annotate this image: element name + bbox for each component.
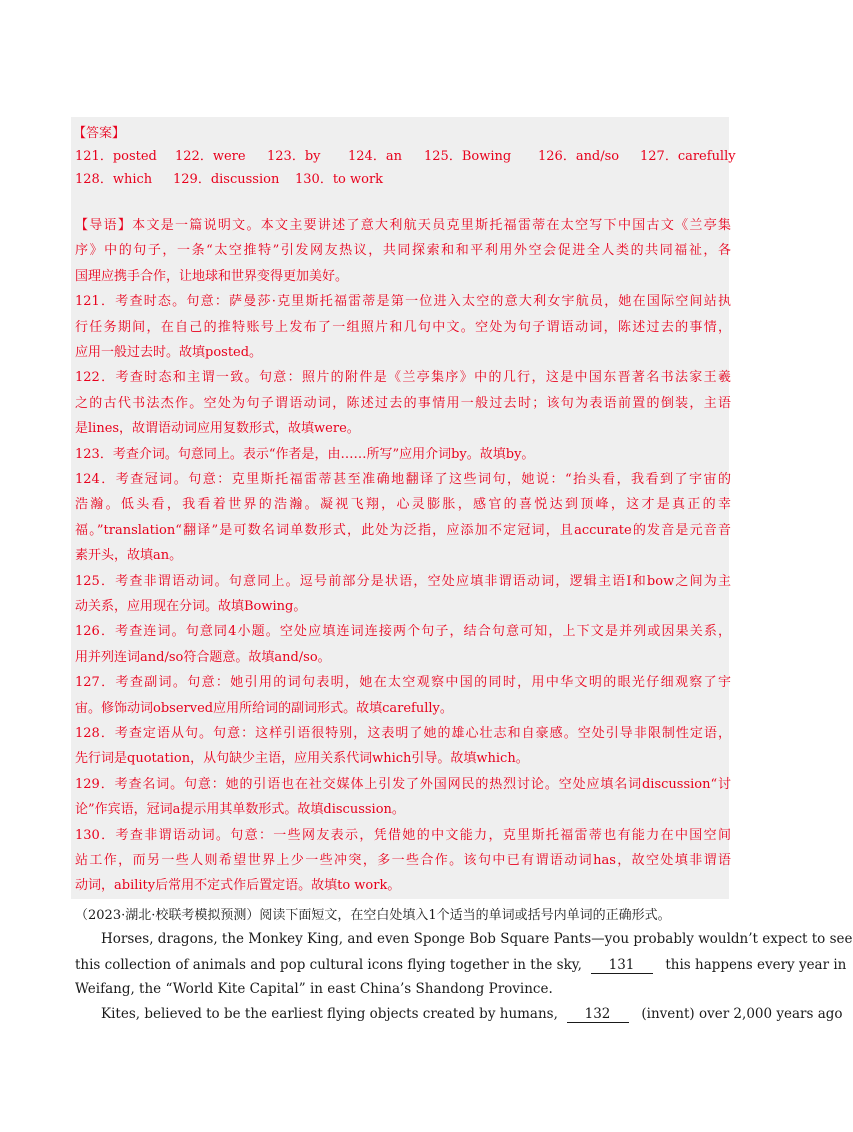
explanation-line: 126．考查连词。句意同4小题。空处应填连词连接两个句子，结合句意可知，上下文是并列或因果关系， xyxy=(75,624,731,640)
explanation-line: 行任务期间，在自己的推特账号上发布了一组照片和几句中文。空处为句子谓语动词，陈述过去的事情， xyxy=(75,319,731,335)
intro-line: 【导语】本文是一篇说明文。本文主要讲述了意大利航天员克里斯托福雷蒂在太空写下中国古文《兰亭集 xyxy=(75,218,731,233)
explanation-line: 124．考查冠词。句意：克里斯托福雷蒂甚至准确地翻译了这些词句，她说：“抬头看，我看到了宇宙的 xyxy=(75,472,731,487)
explanation-line: 动词，ability后常用不定式作后置定语。故填to work。 xyxy=(75,878,401,894)
explanation-line: 动关系，应用现在分词。故填Bowing。 xyxy=(75,599,307,614)
passage-p1-line3: Weifang, the “World Kite Capital” in east China’s Shandong Province. xyxy=(75,981,553,997)
passage-text: (invent) over 2,000 years ago xyxy=(641,1006,843,1022)
passage-p1-line1: Horses, dragons, the Monkey King, and even Sponge Bob Square Pants—you probably wouldn’t expect to see xyxy=(101,931,853,947)
answer-item: 123．by xyxy=(267,149,321,164)
intro-line: 序》中的句子，一条“太空推特”引发网友热议，共同探索和和平利用外空会促进全人类的共同福祉，各 xyxy=(75,243,731,259)
answer-item: 127．carefully xyxy=(640,149,736,164)
intro-line: 国理应携手合作，让地球和世界变得更加美好。 xyxy=(75,268,349,284)
explanation-line: 应用一般过去时。故填posted。 xyxy=(75,345,263,360)
explanation-line: 宙。修饰动词observed应用所给词的副词形式。故填carefully。 xyxy=(75,700,453,716)
explanation-line: 128．考查定语从句。句意：这样引语很特别，这表明了她的雄心壮志和自豪感。空处引导非限制性定语， xyxy=(75,726,731,741)
explanation-line: 用并列连词and/so符合题意。故填and/so。 xyxy=(75,649,331,665)
blank-132[interactable]: 132 xyxy=(567,1006,629,1023)
passage-p1-line2 xyxy=(75,957,846,974)
answer-list-row-1 xyxy=(71,147,736,167)
answer-explanation-panel xyxy=(71,117,736,899)
explanation-line: 论”作宾语，冠词a提示用其单数形式。故填discussion。 xyxy=(75,802,405,818)
answer-item: 129．discussion xyxy=(173,172,280,187)
explanation-line: 127．考查副词。句意：她引用的词句表明，她在太空观察中国的同时，用中华文明的眼光仔细观察了宇 xyxy=(75,675,731,691)
answer-item: 126．and/so xyxy=(538,149,620,164)
explanation-line: 125．考查非谓语动词。句意同上。逗号前部分是状语，空处应填非谓语动词，逻辑主语I和bow之间为主 xyxy=(75,573,731,589)
explanation-line: 121．考查时态。句意：萨曼莎·克里斯托福雷蒂是第一位进入太空的意大利女宇航员，她在国际空间站执 xyxy=(75,294,731,310)
answer-item: 130．to work xyxy=(295,172,384,187)
explanation-line: 浩瀚。低头看，我看着世界的浩瀚。凝视飞翔，心灵膨胀，感官的喜悦达到顶峰，这才是真正的幸 xyxy=(75,497,731,513)
explanation-line: 122．考查时态和主谓一致。句意：照片的附件是《兰亭集序》中的几行，这是中国东晋著名书法家王羲 xyxy=(75,370,731,386)
explanation-line: 129．考查名词。句意：她的引语也在社交媒体上引发了外国网民的热烈讨论。空处应填名词discussion“讨 xyxy=(75,776,731,792)
explanation-line: 130．考查非谓语动词。句意：一些网友表示，凭借她的中文能力，克里斯托福雷蒂也有能力在中国空间 xyxy=(75,827,731,843)
explanation-line: 站工作，而另一些人则希望世界上少一些冲突，多一些合作。该句中已有谓语动词has，故空处填非谓语 xyxy=(75,853,731,868)
answer-item: 122．were xyxy=(175,149,246,164)
passage-text: Kites, believed to be the earliest flying objects created by humans, xyxy=(101,1006,558,1022)
explanation-line: 先行词是quotation，从句缺少主语，应用关系代词which引导。故填which。 xyxy=(75,751,529,767)
blank-131[interactable]: 131 xyxy=(591,957,653,974)
source-note: （2023·湖北·校联考模拟预测）阅读下面短文，在空白处填入1个适当的单词或括号内单词的正确形式。 xyxy=(75,908,671,923)
explanation-line: 是lines，故谓语动词应用复数形式，故填were。 xyxy=(75,421,360,437)
answer-item: 125．Bowing xyxy=(424,149,512,164)
passage-p2-line1 xyxy=(101,1006,843,1023)
explanation-line: 之的古代书法杰作。空处为句子谓语动词，陈述过去的事情用一般过去时；该句为表语前置的倒装，主语 xyxy=(75,395,731,411)
answer-item: 128．which xyxy=(75,172,153,187)
answer-list-row-2 xyxy=(71,170,729,190)
passage-text: this happens every year in xyxy=(665,957,847,973)
answer-item: 124．an xyxy=(348,149,402,164)
explanation-line: 福。”translation“翻译”是可数名词单数形式，此处为泛指，应添加不定冠词，且accurate的发音是元音音 xyxy=(75,522,731,538)
answer-heading: 【答案】 xyxy=(73,126,126,141)
explanation-line: 123．考查介词。句意同上。表示“作者是，由……所写”应用介词by。故填by。 xyxy=(75,446,535,462)
passage-text: this collection of animals and pop cultural icons flying together in the sky, xyxy=(75,957,582,973)
answer-item: 121．posted xyxy=(75,149,157,164)
explanation-line: 素开头，故填an。 xyxy=(75,548,183,564)
